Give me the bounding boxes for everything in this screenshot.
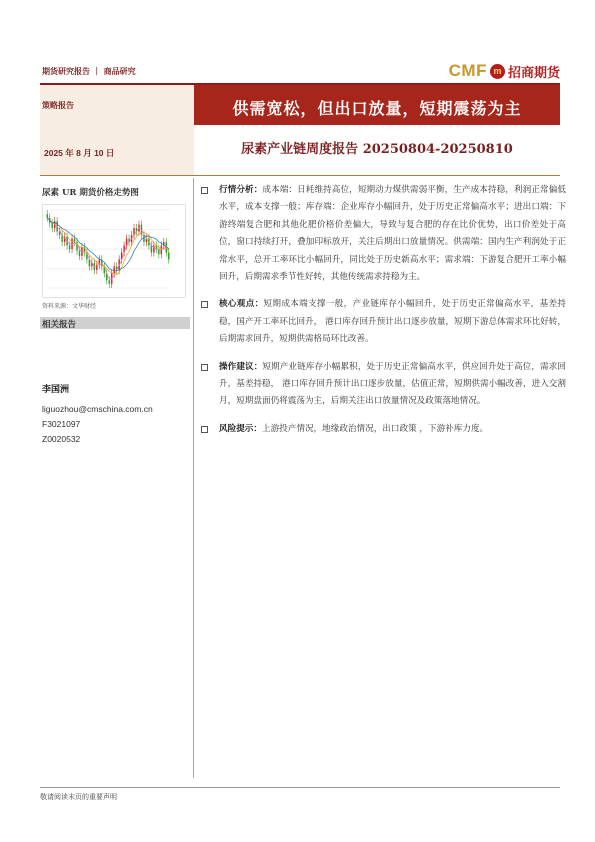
bullet-label: 操作建议： bbox=[219, 361, 263, 372]
analyst-name: 李国洲 bbox=[42, 385, 70, 395]
price-chart-svg bbox=[42, 204, 186, 298]
bullet-label: 核心观点： bbox=[219, 299, 264, 310]
report-type-label: 期货研究报告 ｜ 商品研究 bbox=[42, 66, 136, 76]
report-category: 策略报告 bbox=[42, 100, 74, 110]
candle-body bbox=[151, 246, 152, 253]
candle-body bbox=[143, 235, 144, 242]
price-chart-title: 尿素 UR 期货价格走势图 bbox=[42, 188, 139, 198]
bullet-market-analysis bbox=[200, 182, 566, 286]
checkbox-bullet-icon bbox=[201, 187, 208, 194]
bullet-core-view bbox=[200, 296, 566, 348]
headline: 供需宽松，但出口放量，短期震荡为主 bbox=[232, 99, 522, 118]
related-reports-bar bbox=[40, 317, 190, 329]
logo-cmf-text: CMF bbox=[448, 61, 487, 80]
bullet-text: 短期产业链库存小幅累积，处于历史正常偏高水平，供应回升处于高位，需求回升，基差持稳， 港口库存回升预计出口逐步放量，估值正常，短期供需小幅改善，进入交割月，短期盘面仍将震荡为主，后期关注出口放量情况及政策落地情况。 bbox=[219, 361, 566, 407]
analyst-email[interactable]: liguozhou@cmschina.com.cn bbox=[42, 404, 153, 414]
bullet-text: 成本端：日耗维持高位，短期动力煤供需弱平衡，生产成本持稳，利润正常偏低水平，成本支撑一般；库存端：企业库存小幅回升，处于历史正常偏高水平；进出口端：下游终端复合肥和其他化肥价格价差偏大，导致与复合肥的存在比价优势，出口价差处于高位，窗口持续打开，叠加印标放开，关注后期出口放量情况。供需端：国内生产利润处于正常水平，总开工率环比小幅回升，同比处于历史新高水平；需求端：下游复合肥开工率小幅回升，后期需求季节性好转，其他传统需求持稳为主。 bbox=[219, 185, 566, 283]
bullet-text: 短期成本端支撑一般，产业链库存小幅回升，处于历史正常偏高水平，基差持稳，国产开工率环比回升， 港口库存回升预计出口逐步放量，短期下游总体需求环比好转，后期需求回升，短期供需格局环比改善。 bbox=[219, 299, 566, 345]
candle-body bbox=[79, 251, 80, 256]
analyst-cert-z: Z0020532 bbox=[42, 434, 81, 444]
checkbox-bullet-icon bbox=[201, 364, 208, 371]
bullet-label: 行情分析： bbox=[219, 185, 263, 195]
checkbox-bullet-icon bbox=[201, 426, 208, 433]
logo-badge-icon: m bbox=[490, 64, 505, 79]
main-content bbox=[200, 182, 566, 448]
top-header bbox=[40, 60, 560, 82]
report-subtitle: 尿素产业链周度报告 20250804-20250810 bbox=[241, 142, 513, 157]
candle-body bbox=[46, 214, 47, 217]
candle-body bbox=[168, 252, 169, 259]
sidebar-divider bbox=[193, 178, 194, 778]
headline-banner bbox=[194, 85, 560, 125]
header-info-panel bbox=[40, 85, 194, 175]
footer-disclaimer: 敬请阅读末页的重要声明 bbox=[40, 793, 117, 801]
bullet-text: 上游投产情况，地缘政治情况，出口政策 ，下游补库力度。 bbox=[261, 423, 489, 434]
company-logo bbox=[449, 60, 560, 82]
bullet-label: 风险提示： bbox=[219, 423, 262, 434]
footer-divider bbox=[40, 787, 560, 788]
candle-body bbox=[59, 232, 60, 235]
candle-body bbox=[108, 280, 109, 283]
analyst-cert-f: F3021097 bbox=[42, 419, 81, 429]
candle-body bbox=[69, 246, 70, 249]
candle-body bbox=[153, 246, 154, 253]
candle-body bbox=[51, 223, 52, 228]
report-date: 2025 年 8 月 10 日 bbox=[44, 148, 115, 158]
chart-frame bbox=[43, 205, 186, 298]
bullet-risk-warning bbox=[200, 421, 566, 438]
bullet-operation-advice bbox=[200, 359, 566, 411]
chart-source: 资料来源：文华财经 bbox=[42, 303, 97, 310]
candle-body bbox=[74, 239, 75, 242]
ma-line-mid bbox=[47, 218, 169, 275]
sidebar bbox=[40, 178, 190, 778]
related-reports-label: 相关报告 bbox=[42, 320, 77, 330]
checkbox-bullet-icon bbox=[201, 301, 208, 308]
logo-company-name: 招商期货 bbox=[507, 65, 560, 81]
price-chart bbox=[42, 204, 186, 298]
header-bottom-divider bbox=[40, 175, 560, 176]
